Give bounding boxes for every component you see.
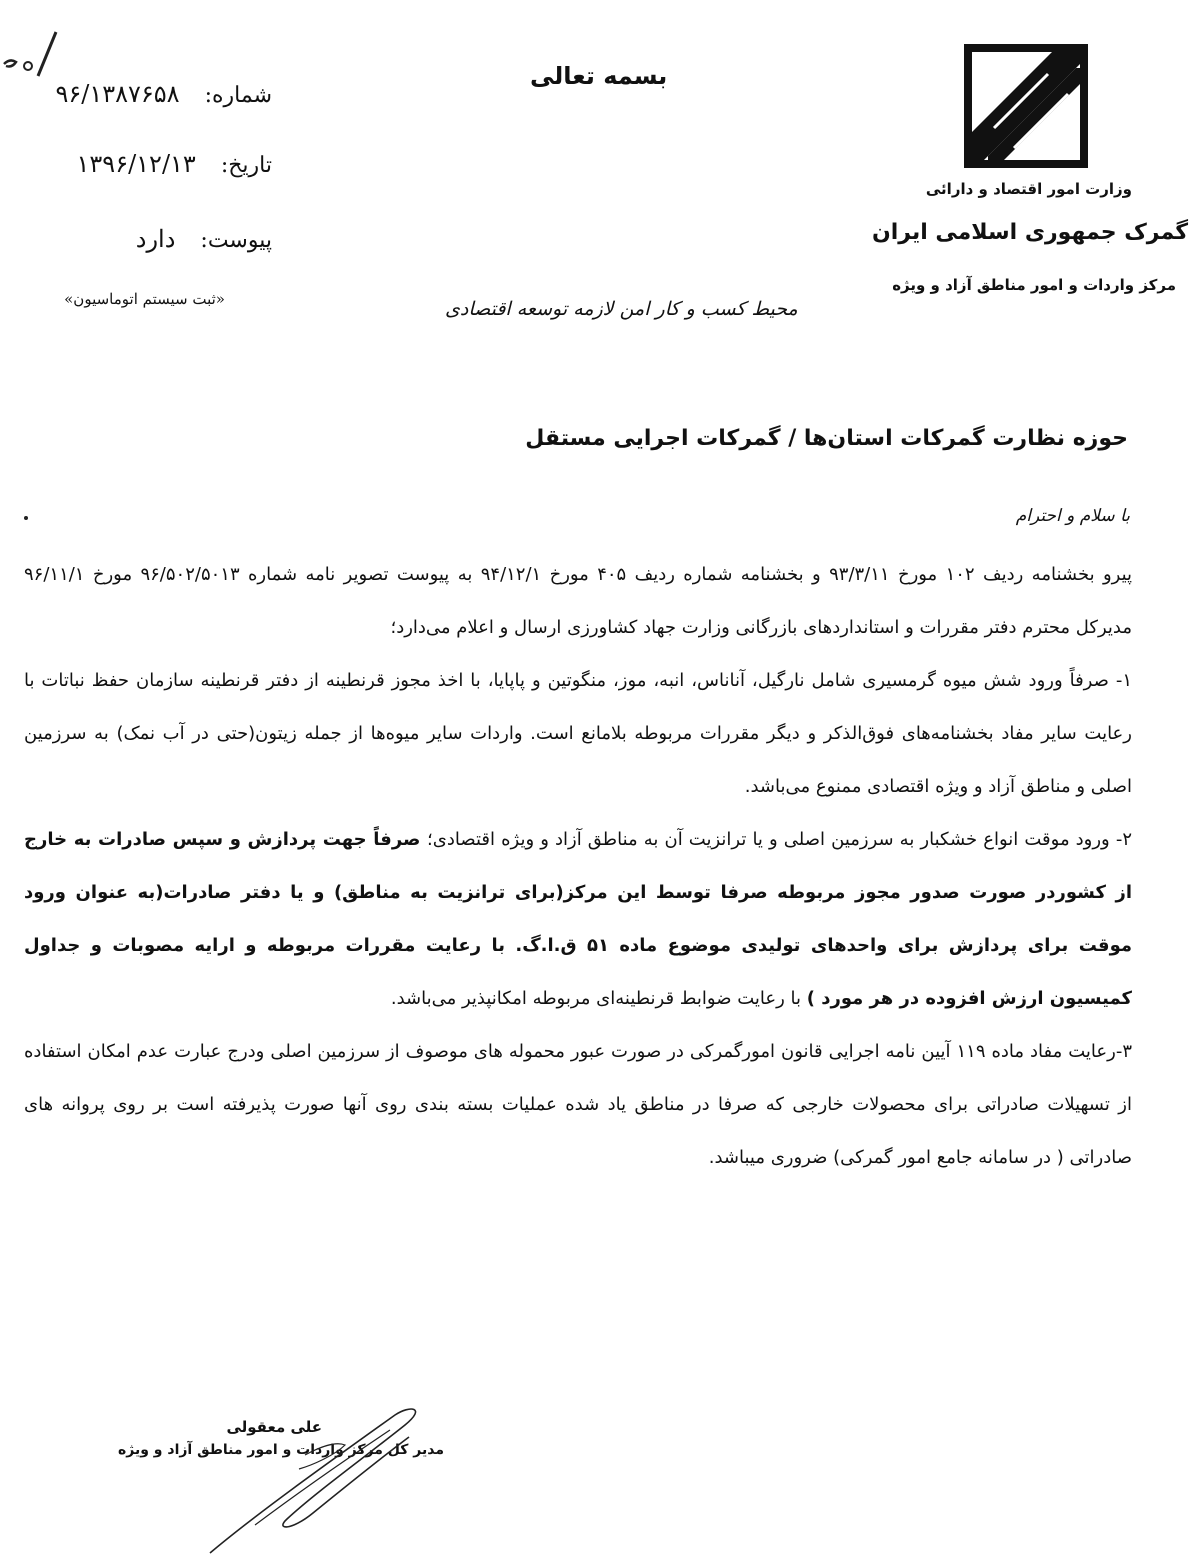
center-name: مرکز واردات و امور مناطق آزاد و ویژه bbox=[892, 276, 1176, 294]
signer-title: مدیر کل مرکز واردات و امور مناطق آزاد و ویژه bbox=[118, 1442, 444, 1458]
automation-note: «ثبت سیستم اتوماسیون» bbox=[64, 290, 225, 308]
margin-dot bbox=[24, 516, 28, 520]
number-line bbox=[55, 80, 272, 108]
item-3-paragraph: ۳-رعایت مفاد ماده ۱۱۹ آیین نامه اجرایی قانون امورگمرکی در صورت عبور محموله های موصوف از سرزمین اصلی ودرج عبارت عدم امکان استفاده از تسهیلات صادراتی برای محصولات خارجی که صرفا در مناطق یاد شده عملیات بسته بندی روی آنها صورت پذیرفته است بر روی پروانه های صادراتی ( در سامانه جامع امور گمرکی) ضروری میباشد. bbox=[24, 1041, 1132, 1168]
ministry-name: وزارت امور اقتصاد و دارائی bbox=[925, 180, 1132, 198]
recipient: حوزه نظارت گمرکات استان‌ها / گمرکات اجرایی مستقل bbox=[525, 426, 1128, 451]
customs-logo bbox=[964, 44, 1088, 168]
number-label: شماره: bbox=[204, 83, 272, 108]
date-line bbox=[77, 150, 272, 178]
item-2-end: با رعایت ضوابط قرنطینه‌ای مربوطه امکانپذیر می‌باشد. bbox=[390, 988, 807, 1009]
intro-paragraph: پیرو بخشنامه ردیف ۱۰۲ مورخ ۹۳/۳/۱۱ و بخشنامه شماره ردیف ۴۰۵ مورخ ۹۴/۱۲/۱ به پیوست تصویر نامه شماره ۹۶/۵۰۲/۵۰۱۳ مورخ ۹۶/۱۱/۱ مدیرکل محترم دفتر مقررات و استانداردهای بازرگانی وزارت جهاد کشاورزی ارسال و اعلام می‌دارد؛ bbox=[24, 564, 1133, 638]
invocation-heading: بسمه تعالی bbox=[530, 62, 668, 90]
date-label: تاریخ: bbox=[220, 153, 272, 178]
motto: محیط کسب و کار امن لازمه توسعه اقتصادی bbox=[445, 298, 798, 320]
item-1-paragraph: ۱- صرفاً ورود شش میوه گرمسیری شامل نارگیل، آناناس، انبه، موز، منگوتین و پاپایا، با اخذ مجوز قرنطینه از دفتر قرنطینه سازمان حفظ نباتات با رعایت سایر مفاد بخشنامه‌های فوق‌الذکر و دیگر مقررات مربوطه بلامانع است. واردات سایر میوه‌ها از جمله زیتون(حتی در آب نمک) به سرزمین اصلی و مناطق آزاد و ویژه اقتصادی ممنوع می‌باشد. bbox=[24, 670, 1132, 797]
greeting: با سلام و احترام bbox=[1015, 506, 1130, 526]
corner-handwritten-mark bbox=[0, 18, 70, 88]
item-2-paragraph bbox=[24, 813, 1132, 1025]
letter-body bbox=[24, 548, 1132, 1184]
attachment-label: پیوست: bbox=[200, 228, 272, 253]
item-2-normal: ۲- ورود موقت انواع خشکبار به سرزمین اصلی و یا ترانزیت آن به مناطق آزاد و ویژه اقتصادی؛ bbox=[427, 829, 1132, 850]
number-value: ۹۶/۱۳۸۷۶۵۸ bbox=[55, 80, 180, 108]
item-2-bold: صرفاً جهت پردازش و سپس صادرات به خارج از کشوردر صورت صدور مجوز مربوطه صرفا توسط این مرکز(برای ترانزیت به مناطق) و یا دفتر صادرات(به عنوان ورود موقت برای پردازش برای واحدهای تولیدی موضوع ماده ۵۱ ق.ا.گ. با رعایت مقررات مربوطه و ارایه مصوبات و جداول کمیسیون ارزش افزوده در هر مورد ) bbox=[24, 829, 1132, 1009]
attachment-line bbox=[136, 225, 272, 253]
organization-name: گمرک جمهوری اسلامی ایران bbox=[871, 220, 1188, 245]
date-value: ۱۳۹۶/۱۲/۱۳ bbox=[76, 150, 196, 178]
signer-name: علی معقولی bbox=[226, 1418, 322, 1436]
attachment-value: دارد bbox=[135, 225, 176, 253]
